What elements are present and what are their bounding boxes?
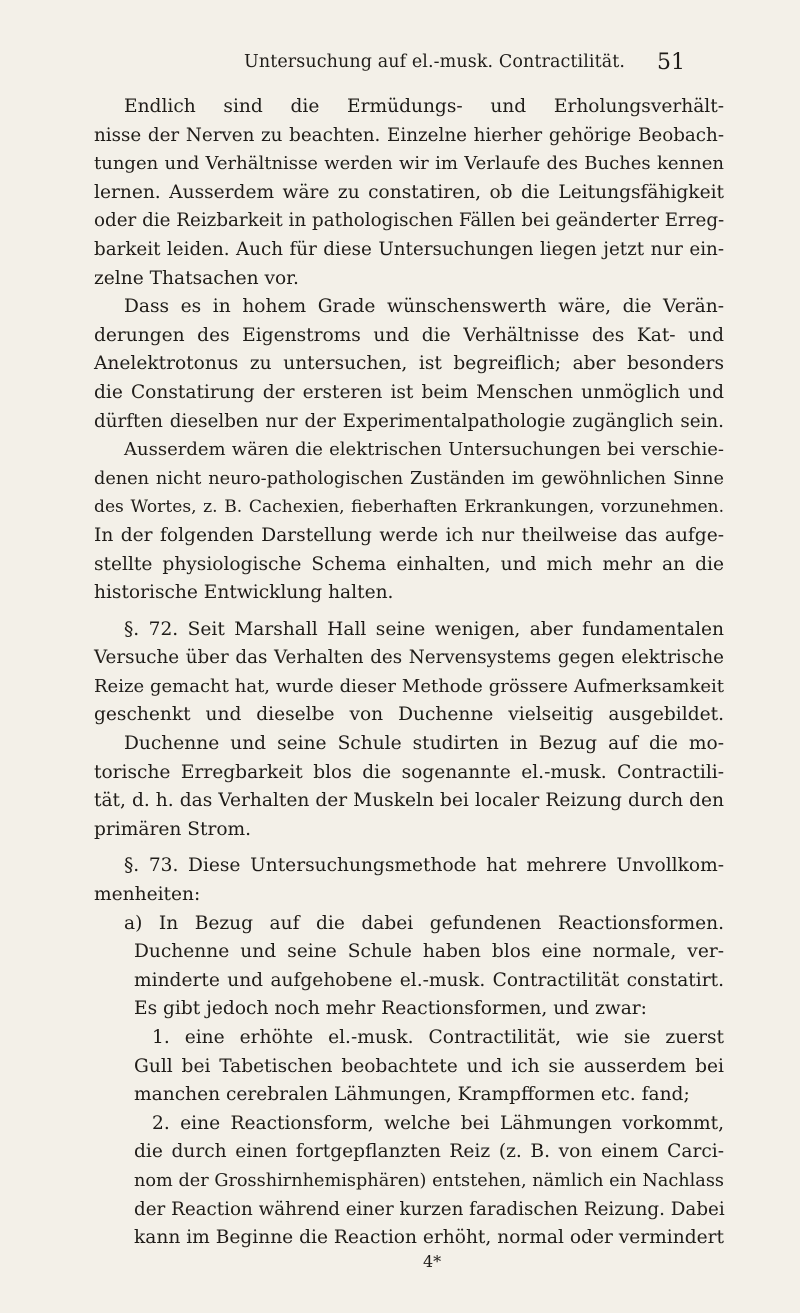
text-line: denen nicht neuro-pathologischen Zuständen im gewöhnlichen Sinne bbox=[94, 468, 724, 489]
text-line: barkeit leiden. Auch für diese Untersuchungen liegen jetzt nur ein- bbox=[94, 238, 724, 260]
text-line: tät, d. h. das Verhalten der Muskeln bei localer Reizung durch den bbox=[94, 790, 724, 812]
text-line: Duchenne und seine Schule haben blos eine normale, ver- bbox=[134, 941, 724, 963]
text-line: historische Entwicklung halten. bbox=[94, 582, 394, 604]
text-line: menheiten: bbox=[94, 884, 201, 906]
text-line: torische Erregbarkeit blos die sogenannte el.-musk. Contractili- bbox=[94, 761, 724, 783]
text-line: nisse der Nerven zu beachten. Einzelne hierher gehörige Beobach- bbox=[94, 124, 724, 146]
text-line: primären Strom. bbox=[94, 818, 252, 840]
text-line: minderte und aufgehobene el.-musk. Contractilität constatirt. bbox=[134, 969, 724, 991]
page-number: 51 bbox=[657, 50, 685, 75]
text-line: 1. eine erhöhte el.-musk. Contractilität, wie sie zuerst bbox=[152, 1027, 724, 1048]
text-line: tungen und Verhältnisse werden wir im Verlaufe des Buches kennen bbox=[94, 153, 724, 175]
text-line: manchen cerebralen Lähmungen, Krampfformen etc. fand; bbox=[134, 1084, 690, 1106]
body-text bbox=[94, 93, 724, 1253]
text-line: stellte physiologische Schema einhalten, und mich mehr an die bbox=[94, 553, 724, 575]
text-line: des Wortes, z. B. Cachexien, fieberhaften Erkrankungen, vorzunehmen. bbox=[94, 497, 724, 518]
text-line: die Constatirung der ersteren ist beim Menschen unmöglich und bbox=[94, 381, 724, 403]
text-line: §. 73. Diese Untersuchungsmethode hat mehrere Unvollkom- bbox=[124, 855, 724, 877]
text-line: In der folgenden Darstellung werde ich nur theilweise das aufge- bbox=[94, 524, 724, 546]
text-line: Es gibt jedoch noch mehr Reactionsformen, und zwar: bbox=[134, 998, 647, 1020]
signature-mark: 4* bbox=[423, 1252, 442, 1271]
text-line: zelne Thatsachen vor. bbox=[94, 267, 299, 289]
running-head: Untersuchung auf el.-musk. Contractilität. bbox=[244, 52, 626, 72]
text-line: der Reaction während einer kurzen faradischen Reizung. Dabei bbox=[134, 1198, 725, 1220]
text-line: 2. eine Reactionsform, welche bei Lähmungen vorkommt, bbox=[152, 1112, 724, 1134]
text-line: dürften dieselben nur der Experimentalpathologie zugänglich sein. bbox=[94, 410, 724, 432]
text-line: Duchenne und seine Schule studirten in Bezug auf die mo- bbox=[124, 733, 724, 755]
text-line: oder die Reizbarkeit in pathologischen Fällen bei geänderter Erreg- bbox=[94, 210, 725, 232]
text-line: lernen. Ausserdem wäre zu constatiren, ob die Leitungsfähigkeit bbox=[94, 181, 724, 203]
text-line: Reize gemacht hat, wurde dieser Methode grössere Aufmerksamkeit bbox=[94, 675, 724, 697]
text-line: §. 72. Seit Marshall Hall seine wenigen, aber fundamentalen bbox=[124, 618, 724, 640]
text-line: Ausserdem wären die elektrischen Untersuchungen bei verschie- bbox=[124, 439, 724, 461]
text-line: kann im Beginne die Reaction erhöht, normal oder vermindert bbox=[134, 1227, 724, 1249]
text-line: Endlich sind die Ermüdungs- und Erholungsverhält- bbox=[124, 96, 724, 117]
text-line: Anelektrotonus zu untersuchen, ist begreiflich; aber besonders bbox=[94, 353, 724, 375]
paragraph-gap bbox=[94, 844, 724, 852]
paragraph-gap bbox=[94, 608, 724, 616]
text-line: a) In Bezug auf die dabei gefundenen Reactionsformen. bbox=[124, 912, 724, 934]
text-line: derungen des Eigenstroms und die Verhältnisse des Kat- und bbox=[94, 324, 724, 346]
text-line: geschenkt und dieselbe von Duchenne vielseitig ausgebildet. bbox=[94, 704, 724, 726]
text-line: Gull bei Tabetischen beobachtete und ich sie ausserdem bei bbox=[134, 1055, 724, 1077]
page-header bbox=[0, 52, 800, 82]
text-line: Versuche über das Verhalten des Nervensystems gegen elektrische bbox=[94, 647, 724, 669]
text-line: Dass es in hohem Grade wünschenswerth wäre, die Verän- bbox=[124, 296, 724, 318]
text-line: die durch einen fortgepflanzten Reiz (z. B. von einem Carci- bbox=[134, 1141, 724, 1163]
text-line: nom der Grosshirnhemisphären) entstehen, nämlich ein Nachlass bbox=[134, 1170, 724, 1191]
